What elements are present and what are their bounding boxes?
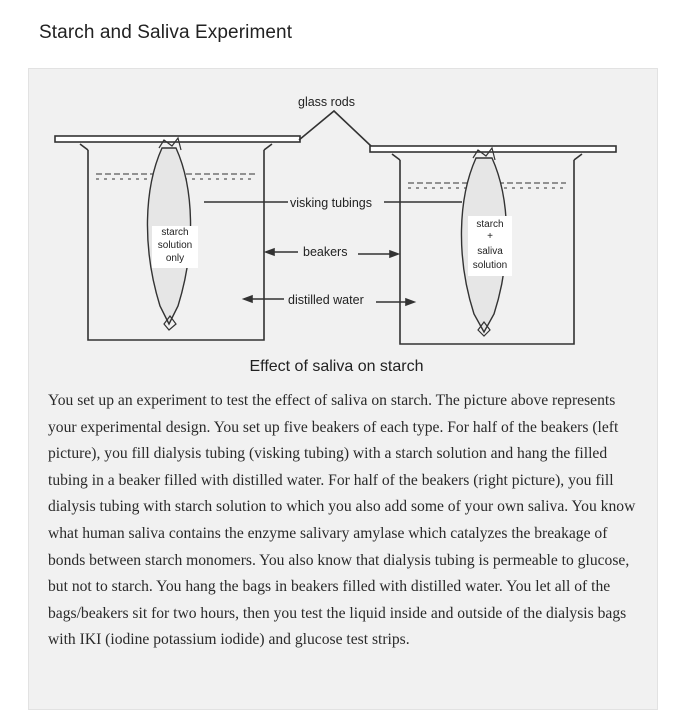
label-visking-tubings: visking tubings — [290, 196, 372, 210]
right-bag-line-3: saliva — [477, 246, 503, 257]
label-beakers: beakers — [303, 245, 348, 259]
page-title: Starch and Saliva Experiment — [39, 22, 293, 43]
label-distilled-water: distilled water — [288, 293, 364, 307]
label-glass-rods: glass rods — [298, 95, 355, 109]
figure-caption: Effect of saliva on starch — [249, 358, 424, 375]
experiment-diagram — [44, 78, 624, 348]
left-bag-line-1: starch — [161, 227, 189, 238]
left-bag-line-2: solution — [157, 240, 193, 251]
left-bag-line-3: only — [165, 253, 185, 264]
right-bag-line-1: starch — [476, 219, 504, 230]
right-bag-line-2: + — [487, 231, 493, 242]
question-paragraph: You set up an experiment to test the effect of saliva on starch. The picture above represents your experimental design. You set up five beakers of each type. For half of the beakers (left picture), you fill dialysis tubing (visking tubing) with a starch solution and hang the filled tubing in a beaker filled with distilled water. For half of the beakers (right picture), you fill dialysis tubing with starch solution to which you also add some of your own saliva. You know what human saliva contains the enzyme salivary amylase which catalyzes the breakage of bonds between starch monomers. You also know that dialysis tubing is permeable to glucose, but not to starch. You hang the bags in beakers filled with distilled water. You let all of the bags/beakers sit for two hours, then you test the liquid inside and outside of the dialysis bags with IKI (iodine potassium iodide) and glucose test strips. — [48, 392, 636, 649]
right-bag-line-4: solution — [472, 260, 508, 271]
glass-rods-pointer — [299, 111, 371, 146]
